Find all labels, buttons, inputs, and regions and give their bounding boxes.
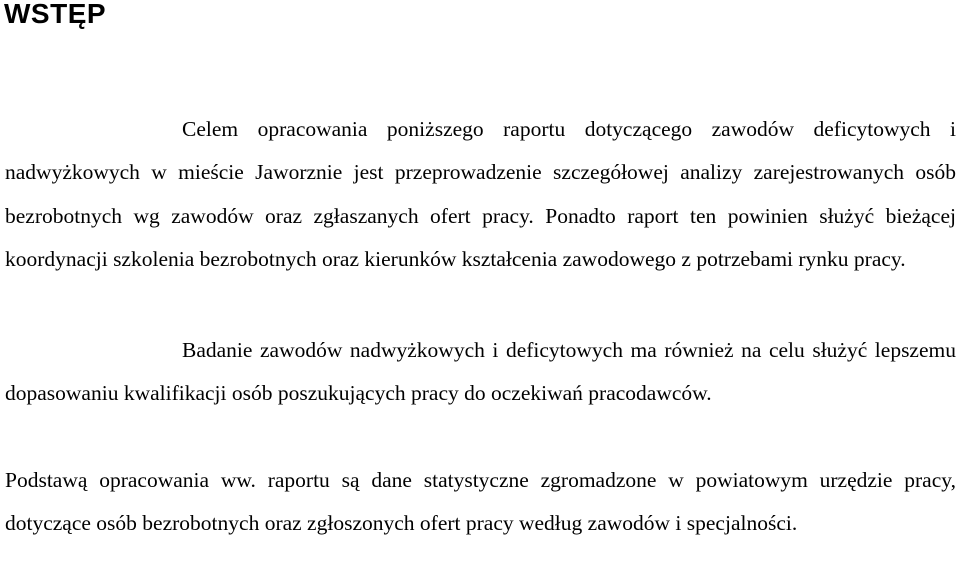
paragraph-survey: Badanie zawodów nadwyżkowych i deficytowych ma również na celu służyć lepszemu dopasowaniu kwalifikacji osób poszukujących pracy do oczekiwań pracodawców. [5, 338, 956, 406]
section-heading: WSTĘP [4, 0, 107, 29]
paragraph-basis: Podstawą opracowania ww. raportu są dane statystyczne zgromadzone w powiatowym urzędzie pracy, dotyczące osób bezrobotnych oraz zgłoszonych ofert pracy według zawodów i specjalności. [5, 468, 956, 536]
paragraph-purpose: Celem opracowania poniższego raportu dotyczącego zawodów deficytowych i nadwyżkowych w mieście Jaworznie jest przeprowadzenie szczegółowej analizy zarejestrowanych osób bezrobotnych wg zawodów oraz zgłaszanych ofert pracy. Ponadto raport ten powinien służyć bieżącej koordynacji szkolenia bezrobotnych oraz kierunków kształcenia zawodowego z potrzebami rynku pracy. [5, 117, 956, 272]
